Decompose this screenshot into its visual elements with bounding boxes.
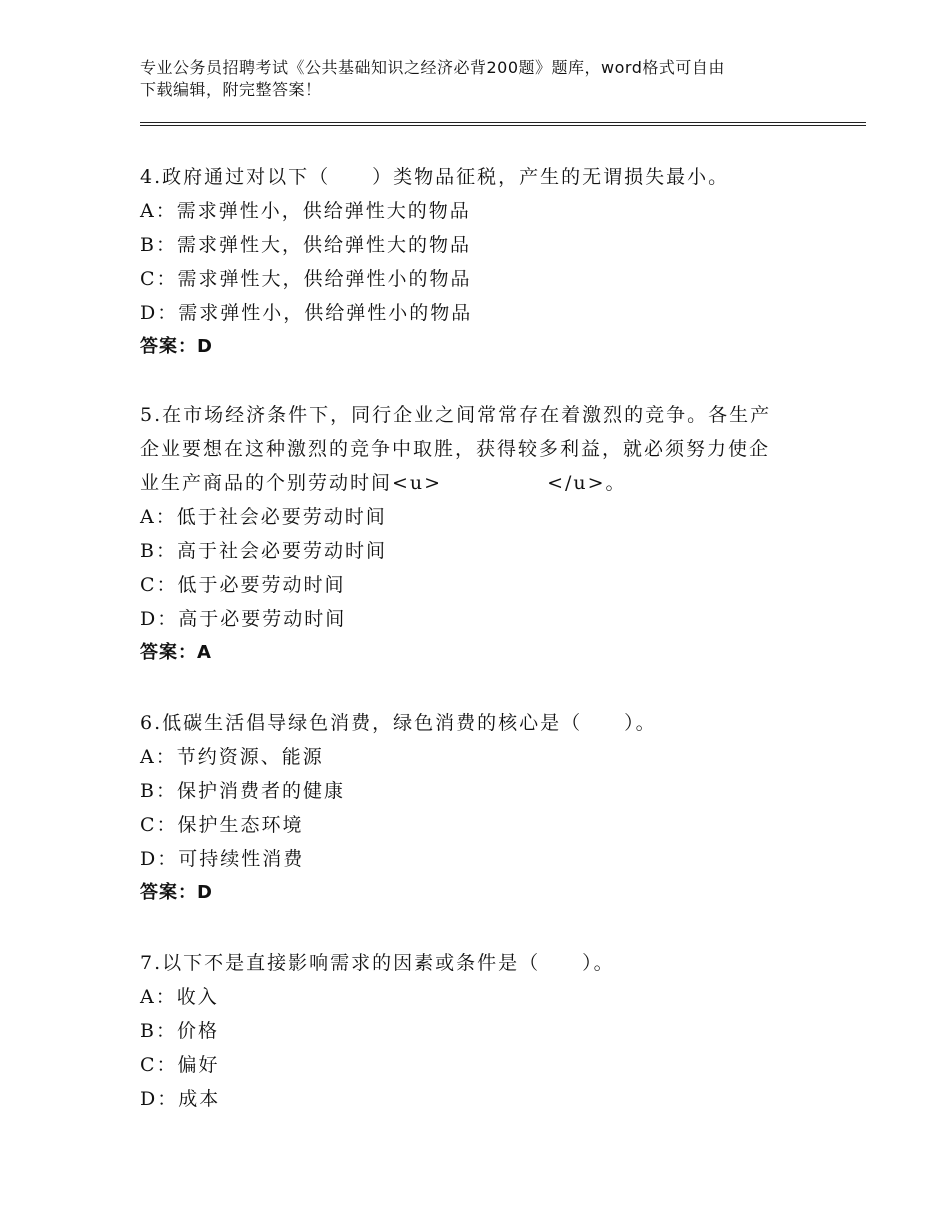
question-stem-line-2: 企业要想在这种激烈的竞争中取胜，获得较多利益，就必须努力使企 [140,438,771,460]
document-header [140,57,820,101]
question-stem: 6.低碳生活倡导绿色消费，绿色消费的核心是（ ）。 [140,712,657,734]
option-d: D：可持续性消费 [140,848,305,870]
header-line-1: 专业公务员招聘考试《公共基础知识之经济必背200题》题库，word格式可自由 [140,58,725,77]
option-a: A：节约资源、能源 [140,746,324,768]
option-d: D：需求弹性小，供给弹性小的物品 [140,302,473,324]
question-6 [140,706,830,910]
header-rule-bottom [140,125,866,126]
question-5 [140,398,830,670]
question-4 [140,160,830,364]
option-b: B：价格 [140,1020,219,1042]
question-stem-line-3: 业生产商品的个别劳动时间<u> </u>。 [140,472,627,494]
option-d: D：高于必要劳动时间 [140,608,347,630]
question-stem: 4.政府通过对以下（ ）类物品征税，产生的无谓损失最小。 [140,166,730,188]
option-b: B：需求弹性大，供给弹性大的物品 [140,234,471,256]
option-d: D：成本 [140,1088,221,1110]
question-stem-line-1: 5.在市场经济条件下，同行企业之间常常存在着激烈的竞争。各生产 [140,404,772,426]
question-stem: 7.以下不是直接影响需求的因素或条件是（ ）。 [140,952,615,974]
option-a: A：需求弹性小，供给弹性大的物品 [140,200,471,222]
option-a: A：收入 [140,986,219,1008]
question-7 [140,946,830,1116]
option-b: B：保护消费者的健康 [140,780,345,802]
option-c: C：低于必要劳动时间 [140,574,346,596]
option-c: C：保护生态环境 [140,814,304,836]
answer: 答案：A [140,642,212,663]
option-b: B：高于社会必要劳动时间 [140,540,387,562]
option-a: A：低于社会必要劳动时间 [140,506,387,528]
header-rule-top [140,122,866,123]
answer: 答案：D [140,882,213,903]
header-line-2: 下载编辑，附完整答案！ [140,80,322,99]
option-c: C：需求弹性大，供给弹性小的物品 [140,268,472,290]
answer: 答案：D [140,336,213,357]
option-c: C：偏好 [140,1054,220,1076]
